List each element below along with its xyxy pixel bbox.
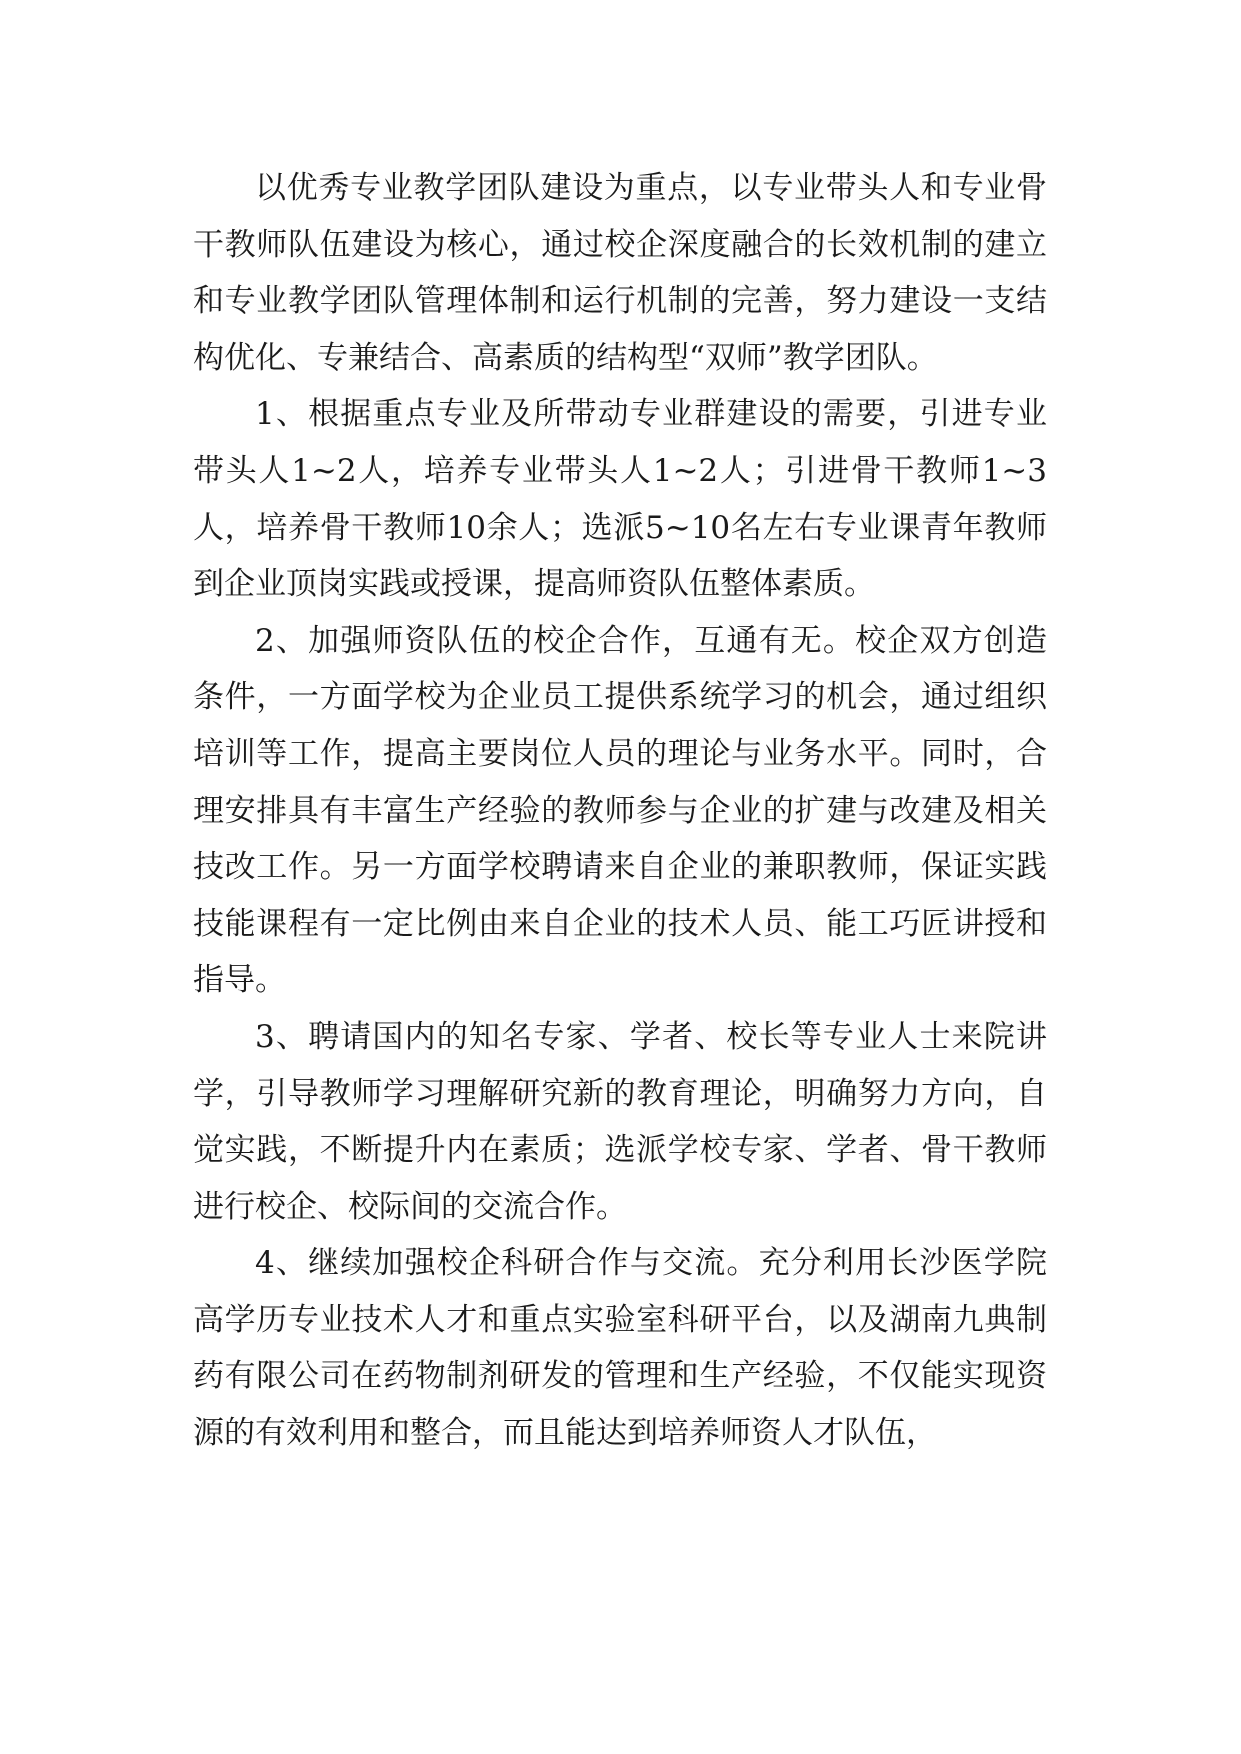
paragraph-intro: 以优秀专业教学团队建设为重点，以专业带头人和专业骨干教师队伍建设为核心，通过校企深度融合的长效机制的建立和专业教学团队管理体制和运行机制的完善，努力建设一支结构优化、专兼结合、高素质的结构型“双师”教学团队。 — [193, 170, 1047, 376]
paragraph-item-3: 3、聘请国内的知名专家、学者、校长等专业人士来院讲学，引导教师学习理解研究新的教育理论，明确努力方向，自觉实践，不断提升内在素质；选派学校专家、学者、骨干教师进行校企、校际间的交流合作。 — [193, 1018, 1047, 1225]
paragraph-item-4: 4、继续加强校企科研合作与交流。充分利用长沙医学院高学历专业技术人才和重点实验室科研平台，以及湖南九典制药有限公司在药物制剂研发的管理和生产经验，不仅能实现资源的有效利用和整合，而且能达到培养师资人才队伍， — [193, 1245, 1047, 1452]
paragraph-item-1: 1、根据重点专业及所带动专业群建设的需要，引进专业带头人1~2人，培养专业带头人1~2人；引进骨干教师1~3人，培养骨干教师10余人；选派5~10名左右专业课青年教师到企业顶岗实践或授课，提高师资队伍整体素质。 — [193, 396, 1047, 603]
document-body — [193, 160, 1047, 1462]
paragraph-item-2: 2、加强师资队伍的校企合作，互通有无。校企双方创造条件，一方面学校为企业员工提供系统学习的机会，通过组织培训等工作，提高主要岗位人员的理论与业务水平。同时，合理安排具有丰富生产经验的教师参与企业的扩建与改建及相关技改工作。另一方面学校聘请来自企业的兼职教师，保证实践技能课程有一定比例由来自企业的技术人员、能工巧匠讲授和指导。 — [193, 622, 1047, 999]
